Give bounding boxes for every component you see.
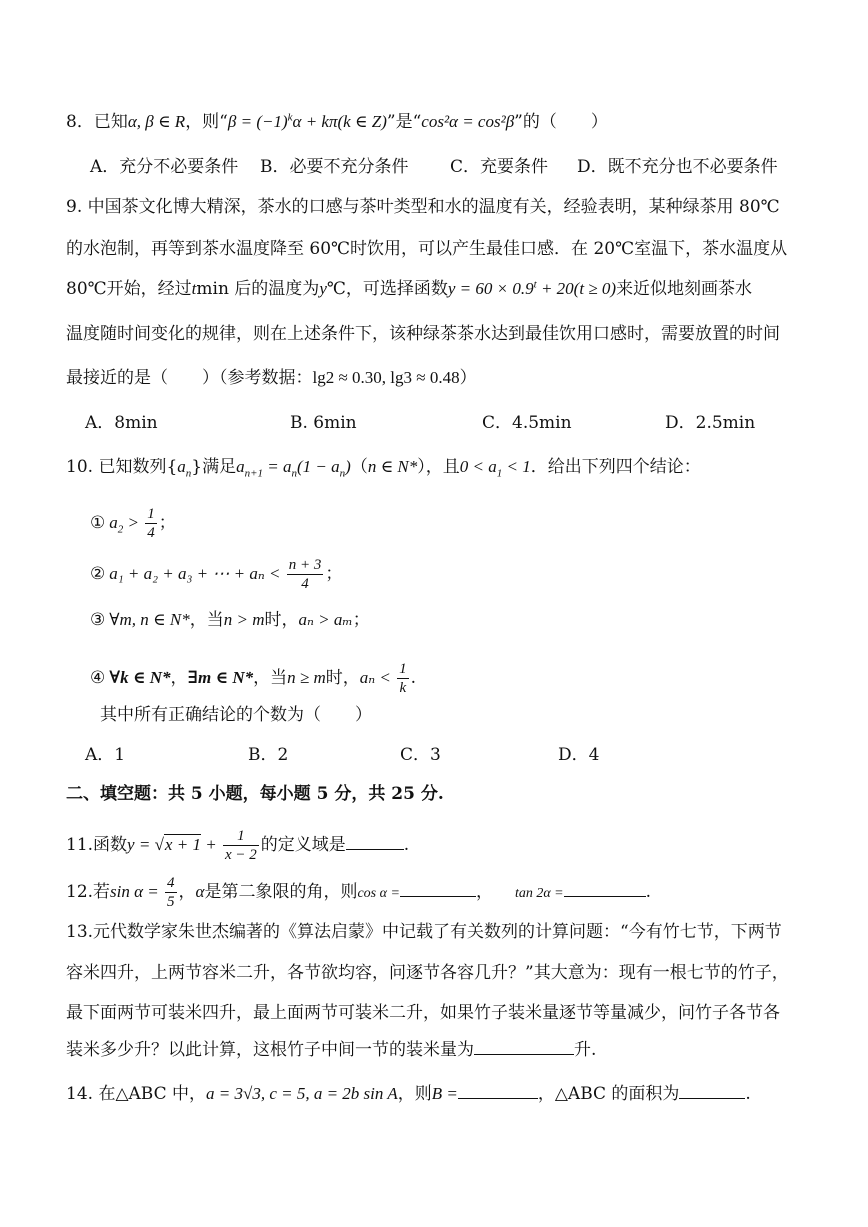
q10-text: ，当 bbox=[189, 610, 224, 630]
q13-line-1: 13.元代数学家朱世杰编著的《算法启蒙》中记载了有关数列的计算问题：“今有竹七节，下两节 bbox=[66, 922, 782, 942]
question-12 bbox=[66, 874, 651, 911]
q10-text: 时， bbox=[264, 610, 299, 630]
q10-rec: (1 − a bbox=[297, 457, 340, 476]
q10-rec-sub: n bbox=[339, 467, 346, 480]
q10-c1-rel: > bbox=[123, 513, 144, 532]
circled-number: ④ bbox=[90, 668, 106, 688]
q10-c2-expr: a₁ + a₂ + a₃ + ⋯ + aₙ < bbox=[109, 564, 285, 583]
denominator: 4 bbox=[147, 525, 155, 541]
q8-option-a: A．充分不必要条件 bbox=[90, 157, 239, 177]
q10-text: . bbox=[410, 668, 417, 688]
q10-c3-result: aₙ > aₘ bbox=[298, 610, 353, 629]
q10-rec: ) bbox=[345, 457, 351, 476]
question-8 bbox=[66, 110, 608, 134]
q10-domain: n ∈ N* bbox=[367, 457, 418, 476]
q10-text: ； bbox=[352, 610, 370, 630]
q10-text: 10. 已知数列{ bbox=[66, 457, 178, 477]
answer-blank[interactable] bbox=[474, 1036, 574, 1055]
q12-text: 是第二象限的角，则 bbox=[204, 882, 358, 902]
q12-text: ， bbox=[178, 882, 196, 902]
q9-text: min 后的温度为 bbox=[196, 279, 320, 299]
q10-text: ， bbox=[170, 668, 188, 688]
fraction bbox=[223, 827, 259, 864]
q9-var-t: t bbox=[191, 279, 197, 298]
q9-text: 来近似地刻画茶水 bbox=[616, 279, 753, 299]
numerator: 1 bbox=[223, 827, 259, 846]
q9-option-d: D．2.5min bbox=[665, 413, 756, 433]
q13-text: 装米多少升？以此计算，这根竹子中间一节的装米量为 bbox=[66, 1040, 474, 1060]
q10-c4-quant-1: ∀k ∈ N* bbox=[109, 668, 171, 687]
q9-function bbox=[448, 279, 616, 298]
circled-number: ③ bbox=[90, 610, 106, 630]
q10-text: 时， bbox=[325, 668, 360, 688]
numerator: 1 bbox=[399, 661, 407, 677]
q10-text: ，当 bbox=[253, 668, 288, 688]
q10-ineq: 0 < a bbox=[459, 457, 497, 476]
q8-stmt1-a: β = (−1) bbox=[227, 112, 288, 131]
q10-text: ），且 bbox=[417, 457, 460, 477]
q10-c4-result: aₙ < bbox=[359, 668, 396, 687]
question-number: 8． bbox=[66, 112, 94, 132]
q10-c4-cond: n ≥ m bbox=[287, 668, 326, 687]
q14-text: ，△ABC 的面积为 bbox=[537, 1084, 680, 1104]
q10-rec-sub: n+1 bbox=[244, 467, 264, 480]
answer-blank[interactable] bbox=[346, 831, 404, 850]
q8-text: ，则“ bbox=[185, 112, 228, 132]
q10-conclusion-2 bbox=[90, 556, 342, 593]
q13-line-3: 最下面两节可装米四升，最上面两节可装米二升，如果竹子装米量逐节等量减少，问竹子各节各 bbox=[66, 1003, 780, 1023]
numerator: 4 bbox=[167, 875, 175, 891]
q9-line-3 bbox=[66, 277, 752, 301]
question-11 bbox=[66, 827, 409, 864]
q10-c1-var: a bbox=[109, 513, 118, 532]
q9-line-1: 9. 中国茶文化博大精深，茶水的口感与茶叶类型和水的温度有关，经验表明，某种绿茶用 80℃ bbox=[66, 197, 780, 217]
q10-initial bbox=[459, 457, 531, 480]
q10-option-b: B．2 bbox=[248, 745, 289, 765]
q10-conclusion-1 bbox=[90, 505, 176, 542]
q8-text: 已知 bbox=[93, 112, 128, 132]
q9-func-a: y = 60 × 0.9 bbox=[447, 279, 534, 298]
denominator: 5 bbox=[167, 894, 175, 910]
q11-plus: + bbox=[200, 835, 221, 854]
q9-func-b: + 20(t ≥ 0) bbox=[536, 279, 617, 298]
q9-func-sup: t bbox=[533, 278, 537, 291]
fraction bbox=[287, 556, 324, 593]
section-heading: 二、填空题：共 5 小题，每小题 5 分，共 25 分. bbox=[66, 784, 444, 804]
q10-text: ．给出下列四个结论： bbox=[530, 457, 701, 477]
q8-text: ”的（ ） bbox=[514, 112, 608, 132]
q10-intro bbox=[66, 455, 701, 479]
q8-stmt1-b: α + kπ(k ∈ Z) bbox=[292, 112, 387, 131]
q12-text: 12.若 bbox=[66, 882, 111, 902]
q10-recurrence bbox=[236, 457, 351, 480]
q9-line-2: 的水泡制，再等到茶水温度降至 60℃时饮用，可以产生最佳口感．在 20℃室温下，茶水温度从 bbox=[66, 239, 788, 259]
q10-rec: a bbox=[236, 457, 245, 476]
q9-var-y: y bbox=[319, 279, 327, 298]
q13-line-4 bbox=[66, 1036, 596, 1062]
q13-line-2: 容米四升，上两节容米二升，各节欲均容，问逐节各容几升？”其大意为：现有一根七节的竹子， bbox=[66, 963, 789, 983]
q10-rec-sub: n bbox=[291, 467, 298, 480]
q8-option-b: B．必要不充分条件 bbox=[260, 157, 409, 177]
fraction bbox=[397, 660, 409, 697]
sqrt-radicand: x + 1 bbox=[164, 835, 201, 854]
q10-ineq: < 1 bbox=[502, 457, 531, 476]
q10-seq: a bbox=[177, 457, 186, 476]
q10-text: ； bbox=[158, 513, 176, 533]
q10-seq-sub: n bbox=[185, 467, 192, 480]
q9-option-c: C．4.5min bbox=[482, 413, 572, 433]
q9-line-4: 温度随时间变化的规律，则在上述条件下，该种绿茶茶水达到最佳饮用口感时，需要放置的时间 bbox=[66, 324, 780, 344]
q10-conclusion-4 bbox=[90, 660, 416, 697]
circled-number: ② bbox=[90, 564, 106, 584]
q10-option-c: C．3 bbox=[400, 745, 441, 765]
q8-statement-2: cos²α = cos²β bbox=[421, 112, 515, 131]
q14-angle-b: B = bbox=[431, 1084, 458, 1103]
q10-ineq-sub: 1 bbox=[496, 467, 503, 480]
circled-number: ① bbox=[90, 513, 106, 533]
q14-text: . bbox=[745, 1084, 751, 1104]
q8-option-d: D．既不充分也不必要条件 bbox=[577, 157, 778, 177]
q9-reference-data: lg2 ≈ 0.30, lg3 ≈ 0.48 bbox=[312, 368, 460, 387]
q10-c3-cond: n > m bbox=[223, 610, 265, 629]
q14-text: ，则 bbox=[397, 1084, 432, 1104]
denominator: 4 bbox=[301, 576, 309, 592]
question-14 bbox=[66, 1080, 751, 1106]
numerator: n + 3 bbox=[288, 557, 322, 573]
q12-tan: tan 2α = bbox=[514, 886, 564, 901]
answer-blank[interactable] bbox=[458, 1080, 538, 1099]
q14-condition: a = 3√3, c = 5, a = 2b sin A bbox=[206, 1084, 398, 1103]
q11-text: . bbox=[403, 835, 410, 855]
q11-func: y = bbox=[127, 835, 155, 854]
answer-blank[interactable] bbox=[564, 878, 646, 897]
q12-alpha: α bbox=[195, 882, 205, 901]
q9-option-a: A．8min bbox=[85, 413, 158, 433]
q8-statement-1 bbox=[228, 112, 387, 131]
q10-text: ； bbox=[325, 564, 343, 584]
q11-text: 11.函数 bbox=[66, 835, 128, 855]
q9-text: 最接近的是（ ）（参考数据： bbox=[66, 368, 313, 388]
q14-text: 14. 在△ABC 中， bbox=[66, 1084, 207, 1104]
q9-option-b: B. 6min bbox=[290, 413, 357, 433]
q12-sin: sin α = bbox=[110, 882, 164, 901]
q9-line-5 bbox=[66, 366, 477, 390]
q11-text: 的定义域是 bbox=[260, 835, 346, 855]
q8-stmt1-sup: k bbox=[287, 111, 293, 124]
q9-text: ℃，可选择函数 bbox=[326, 279, 448, 299]
q10-ask: 其中所有正确结论的个数为（ ） bbox=[100, 705, 372, 725]
q10-option-d: D．4 bbox=[558, 745, 600, 765]
sqrt-expr: √x + 1 bbox=[154, 835, 201, 854]
q12-text: . bbox=[645, 882, 652, 902]
denominator: x − 2 bbox=[224, 847, 257, 863]
q10-text: （ bbox=[350, 457, 368, 477]
q9-text: 80℃开始，经过 bbox=[66, 279, 192, 299]
q10-c1-sub: 2 bbox=[117, 523, 124, 536]
q8-option-c: C．充要条件 bbox=[450, 157, 549, 177]
q10-text: }满足 bbox=[191, 457, 237, 477]
fraction bbox=[145, 505, 157, 542]
q10-c4-quant-2: ∃m ∈ N* bbox=[187, 668, 254, 687]
fraction bbox=[165, 874, 177, 911]
q10-rec: = a bbox=[263, 457, 292, 476]
q10-c3-quant: ∀m, n ∈ N* bbox=[109, 610, 190, 629]
q12-cos: cos α = bbox=[357, 886, 400, 901]
q13-text: 升. bbox=[574, 1040, 597, 1060]
q10-conclusion-3 bbox=[90, 608, 370, 632]
q8-condition: α, β ∈ R bbox=[127, 112, 186, 131]
q12-text: ， bbox=[475, 882, 493, 902]
answer-blank[interactable] bbox=[400, 878, 476, 897]
answer-blank[interactable] bbox=[679, 1080, 745, 1099]
numerator: 1 bbox=[147, 506, 155, 522]
denominator: k bbox=[399, 680, 407, 696]
q8-text: ”是“ bbox=[386, 112, 422, 132]
q9-text: ） bbox=[459, 368, 477, 388]
q10-option-a: A．1 bbox=[85, 745, 126, 765]
